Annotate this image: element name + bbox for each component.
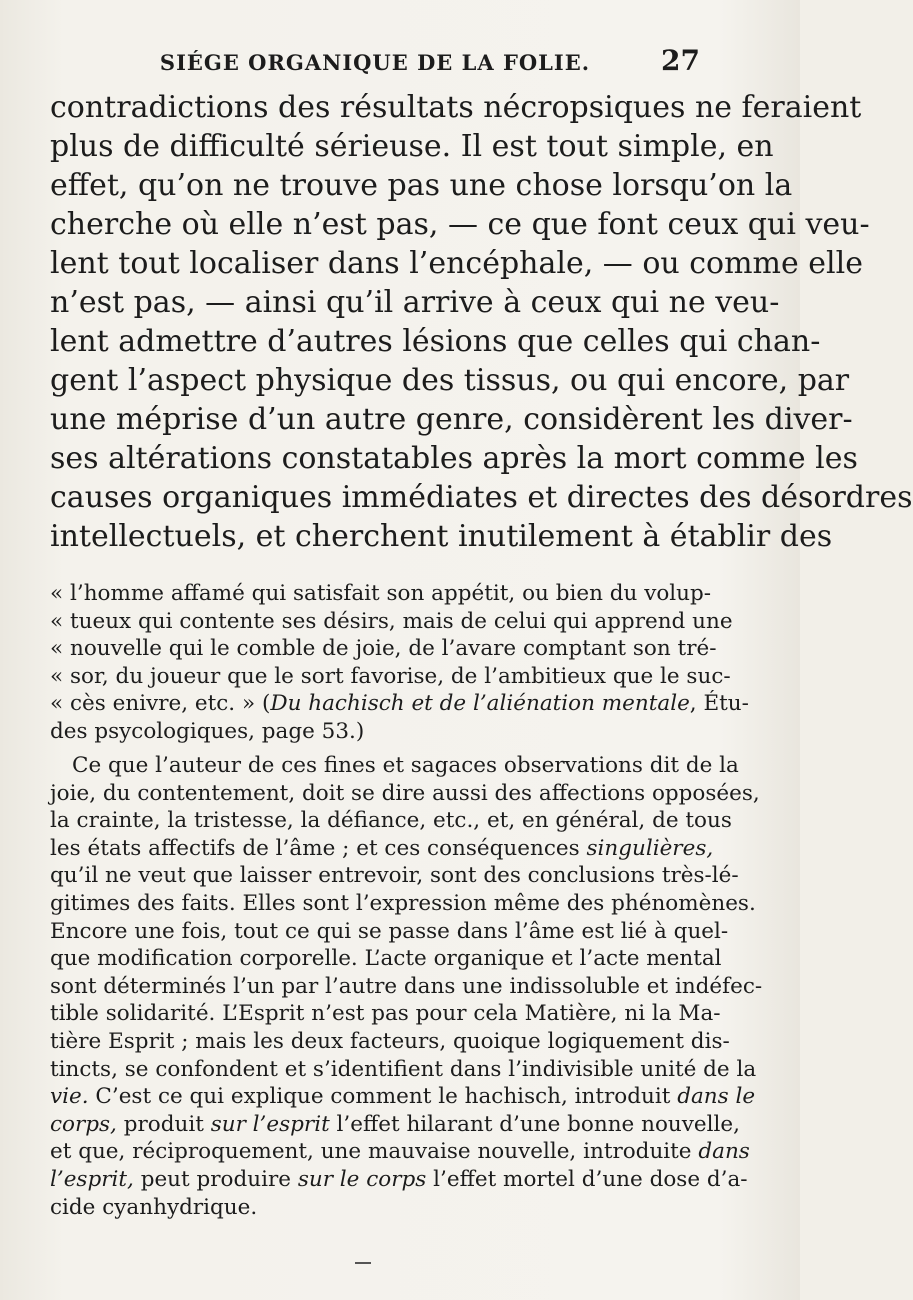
text-line: lent tout localiser dans l’encéphale, — ou comme elle xyxy=(50,246,863,281)
italic-text: sur l’esprit xyxy=(210,1111,330,1137)
italic-text: l’esprit, xyxy=(50,1166,134,1192)
commentary-text: produit xyxy=(116,1111,211,1137)
quote-line xyxy=(50,690,749,718)
cited-title: Du hachisch et de l’aliénation mentale xyxy=(270,691,690,716)
quote-text: « cès enivre, etc. » ( xyxy=(50,691,271,716)
quote-line: « nouvelle qui le comble de joie, de l’avare comptant son tré- xyxy=(50,636,717,661)
commentary-line xyxy=(50,1083,756,1111)
italic-text: singulières, xyxy=(586,835,714,861)
text-line: gent l’aspect physique des tissus, ou qui encore, par xyxy=(50,363,850,398)
page-header xyxy=(50,42,700,82)
commentary-line: joie, du contentement, doit se dire aussi des affections opposées, xyxy=(50,780,760,806)
text-line: plus de difficulté sérieuse. Il est tout simple, en xyxy=(50,129,774,164)
commentary-line: tible solidarité. L’Esprit n’est pas pour cela Matière, ni la Ma- xyxy=(50,1001,721,1027)
bottom-rule xyxy=(355,1262,371,1264)
text-line: effet, qu’on ne trouve pas une chose lorsqu’on la xyxy=(50,168,793,203)
italic-text: dans le xyxy=(677,1084,756,1110)
commentary-line: la crainte, la tristesse, la défiance, etc., et, en général, de tous xyxy=(50,808,732,834)
text-line: une méprise d’un autre genre, considèrent les diver- xyxy=(50,402,853,437)
italic-text: dans xyxy=(698,1139,750,1165)
commentary-text: les états affectifs de l’âme ; et ces conséquences xyxy=(50,835,587,861)
commentary-text: C’est ce qui explique comment le hachisch, introduit xyxy=(88,1084,678,1110)
commentary-text: l’effet hilarant d’une bonne nouvelle, xyxy=(329,1111,740,1137)
text-line: contradictions des résultats nécropsiques ne feraient xyxy=(50,90,862,125)
commentary-text: l’effet mortel d’une dose d’a- xyxy=(426,1166,748,1192)
text-line: ses altérations constatables après la mort comme les xyxy=(50,441,858,476)
quote-text: , Étu- xyxy=(689,691,749,716)
footnote-quote xyxy=(50,580,749,745)
commentary-line xyxy=(50,1138,750,1166)
running-head: SIÉGE ORGANIQUE DE LA FOLIE. xyxy=(159,50,591,75)
commentary-line xyxy=(50,835,714,863)
main-text xyxy=(50,88,913,556)
text-line: cherche où elle n’est pas, — ce que font ceux qui veu- xyxy=(50,207,870,242)
quote-line: « tueux qui contente ses désirs, mais de celui qui apprend une xyxy=(50,608,733,634)
commentary-line: que modification corporelle. L’acte organique et l’acte mental xyxy=(50,946,722,972)
text-line: causes organiques immédiates et directes des désordres xyxy=(50,480,913,515)
italic-text: sur le corps xyxy=(297,1166,427,1192)
quote-line: des psycologiques, page 53.) xyxy=(50,718,365,744)
commentary-line: tière Esprit ; mais les deux facteurs, quoique logiquement dis- xyxy=(50,1028,730,1054)
italic-text: vie. xyxy=(50,1084,89,1110)
quote-line: « sor, du joueur que le sort favorise, de l’ambitieux que le suc- xyxy=(50,663,731,689)
commentary-line: gitimes des faits. Elles sont l’expression même des phénomènes. xyxy=(50,890,756,916)
page-number: 27 xyxy=(661,44,700,77)
commentary-line: cide cyanhydrique. xyxy=(50,1194,258,1220)
text-line: intellectuels, et cherchent inutilement à établir des xyxy=(50,519,833,554)
footnote-commentary xyxy=(50,752,763,1221)
quote-line: « l’homme affamé qui satisfait son appétit, ou bien du volup- xyxy=(50,581,712,606)
commentary-line: Ce que l’auteur de ces fines et sagaces observations dit de la xyxy=(72,753,739,778)
commentary-line xyxy=(50,1111,740,1139)
commentary-text: peut produire xyxy=(133,1166,298,1192)
commentary-line: Encore une fois, tout ce qui se passe dans l’âme est lié à quel- xyxy=(50,918,729,944)
commentary-line: qu’il ne veut que laisser entrevoir, sont des conclusions très-lé- xyxy=(50,863,739,889)
text-line: lent admettre d’autres lésions que celles qui chan- xyxy=(50,324,821,359)
text-line: n’est pas, — ainsi qu’il arrive à ceux qui ne veu- xyxy=(50,285,780,320)
commentary-line xyxy=(50,1166,748,1194)
italic-text: corps, xyxy=(50,1111,117,1137)
commentary-line: sont déterminés l’un par l’autre dans une indissoluble et indéfec- xyxy=(50,973,763,999)
commentary-line: tincts, se confondent et s’identifient dans l’indivisible unité de la xyxy=(50,1056,757,1082)
commentary-text: et que, réciproquement, une mauvaise nouvelle, introduite xyxy=(50,1139,699,1165)
